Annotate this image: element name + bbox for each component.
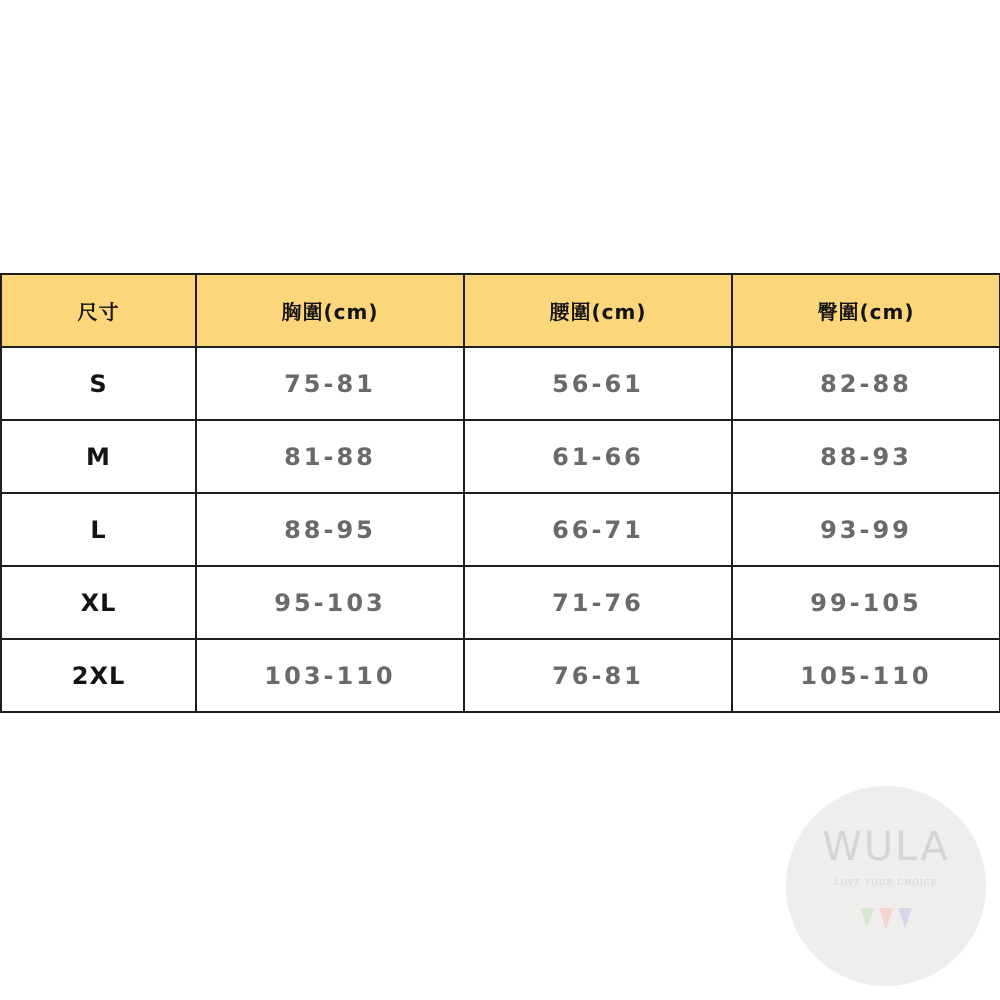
watermark-tagline: LOVE YOUR CHOICE [834, 878, 938, 887]
header-bust: 胸圍(cm) [196, 274, 464, 347]
header-waist: 腰圍(cm) [464, 274, 732, 347]
table-row [1, 493, 1000, 566]
bust-cell: 88-95 [196, 493, 464, 566]
bunting-flags-icon [856, 904, 916, 934]
hip-cell: 93-99 [732, 493, 1000, 566]
size-cell: XL [1, 566, 196, 639]
bust-cell: 75-81 [196, 347, 464, 420]
waist-cell: 76-81 [464, 639, 732, 712]
brand-watermark [786, 786, 986, 986]
hip-cell: 99-105 [732, 566, 1000, 639]
table-row [1, 347, 1000, 420]
table-row [1, 420, 1000, 493]
size-cell: M [1, 420, 196, 493]
waist-cell: 71-76 [464, 566, 732, 639]
bust-cell: 95-103 [196, 566, 464, 639]
hip-cell: 82-88 [732, 347, 1000, 420]
header-size: 尺寸 [1, 274, 196, 347]
size-chart-table [0, 273, 1000, 713]
hip-cell: 105-110 [732, 639, 1000, 712]
hip-cell: 88-93 [732, 420, 1000, 493]
table-row [1, 639, 1000, 712]
size-cell: L [1, 493, 196, 566]
bust-cell: 81-88 [196, 420, 464, 493]
waist-cell: 61-66 [464, 420, 732, 493]
watermark-brand: WULA [822, 824, 950, 870]
bust-cell: 103-110 [196, 639, 464, 712]
size-cell: S [1, 347, 196, 420]
header-hip: 臀圍(cm) [732, 274, 1000, 347]
size-cell: 2XL [1, 639, 196, 712]
waist-cell: 66-71 [464, 493, 732, 566]
header-row [1, 274, 1000, 347]
table-row [1, 566, 1000, 639]
waist-cell: 56-61 [464, 347, 732, 420]
